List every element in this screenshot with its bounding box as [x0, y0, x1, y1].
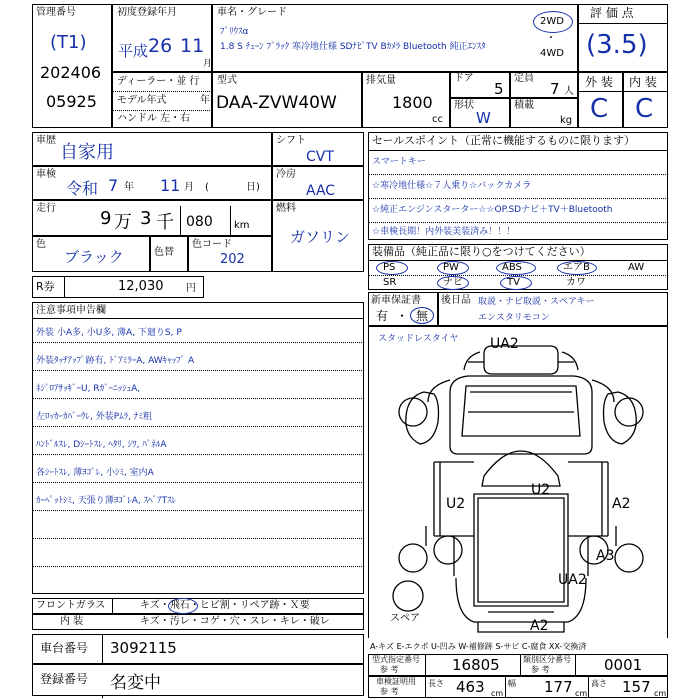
sales-line-3: ☆純正エンジンスターター☆☆OP.SDナビ＋TV＋Bluetooth: [372, 205, 613, 215]
first-reg-month: 11: [180, 35, 205, 57]
score-value: (3.5): [586, 30, 648, 60]
naiso-value: キズ・汚レ・コゲ・穴・スレ・キレ・破レ: [140, 616, 330, 627]
shape-label: 形状: [454, 100, 474, 111]
caution-line-5: ﾊﾝﾄﾞﾙｽﾚ, Dｼｰﾄｽﾚ, ﾍﾀﾘ, ｼﾜ, ﾊﾟﾈﾙA: [36, 440, 167, 450]
length-unit: cm: [491, 689, 504, 698]
fuel-value: ガソリン: [290, 228, 351, 246]
warranty-no: 無: [416, 309, 429, 323]
displacement-unit: cc: [432, 114, 443, 125]
mark-front-ua2: UA2: [490, 336, 519, 352]
color-value: ブラック: [64, 248, 124, 266]
shaken-month: 11: [160, 176, 181, 195]
regno-label: 登録番号: [40, 672, 89, 686]
rken-value: 12,030: [118, 279, 164, 294]
studless-label: スタッドレスタイヤ: [378, 334, 459, 344]
equip-abs: ABS: [502, 262, 522, 273]
caution-line-2: 外装ﾀｯﾁｱｯﾌﾟ跡有, ﾄﾞｱﾐﾗｰA, AWｷｬｯﾌﾟ A: [36, 356, 195, 366]
designation-value: 16805: [452, 656, 500, 674]
caution-line-6: 各ｼｰﾄｽﾚ, 薄ﾖｺﾞﾚ, 小ｼﾐ, 室内A: [36, 468, 154, 478]
drive-dot: ・: [546, 33, 556, 44]
history-value: 自家用: [60, 142, 114, 163]
mark-rear-a3: A3: [596, 548, 615, 564]
fuel-label: 燃料: [276, 203, 296, 214]
car-diagram: [368, 326, 668, 638]
mileage-v1: 9: [100, 208, 112, 229]
capacity-unit: 人: [564, 86, 574, 97]
capacity-value: 7: [550, 80, 560, 98]
mileage-v3: 080: [186, 214, 213, 230]
kanri-label: 管理番号: [36, 7, 76, 18]
aircon-value: AAC: [306, 183, 336, 199]
caution-line-4: 左ﾛｯｶｰｶﾊﾞｰｳﾚ, 外装Pﾑﾗ, ﾅﾐ粗: [36, 412, 152, 422]
equip-navi: ナビ: [443, 277, 463, 288]
front-glass-value: キズ・飛石・ヒビ割・リペア跡・Ｘ要: [140, 600, 310, 611]
equip-tv: TV: [507, 277, 520, 288]
equip-leather: カワ: [566, 277, 586, 288]
caution-line-1: 外装 小A多, 小U多, 薄A, 下廻りS, P: [36, 328, 182, 338]
shaken-month-unit: 月: [184, 182, 194, 193]
interior-label: 内 装: [629, 75, 657, 89]
equip-ps: PS: [383, 262, 396, 273]
katashiki-value: DAA-ZVW40W: [216, 93, 337, 113]
equip-aw: AW: [628, 262, 645, 273]
model-label: 車名・グレード: [217, 7, 287, 18]
sales-line-1: スマートキー: [372, 157, 426, 167]
width-value: 177: [544, 678, 573, 696]
mark-left-u2: U2: [446, 496, 466, 512]
mileage-unit: km: [234, 220, 250, 231]
front-glass-label: フロントガラス: [36, 600, 106, 611]
drive-2wd: 2WD: [540, 16, 564, 27]
shift-label: シフト: [276, 135, 306, 146]
mark-roof-u2: U2: [531, 482, 551, 498]
score-label: 評 価 点: [590, 6, 634, 20]
warranty-sep: ・: [396, 309, 409, 323]
height-value: 157: [622, 678, 651, 696]
shape-value: W: [476, 109, 491, 127]
width-unit: cm: [575, 689, 588, 698]
chassis-label: 車台番号: [40, 641, 89, 655]
shift-value: CVT: [306, 149, 334, 165]
dims-label1: 車検証明用: [376, 677, 416, 686]
naiso-label: 内 装: [60, 616, 84, 627]
exterior-value: C: [590, 94, 609, 124]
height-unit: cm: [654, 689, 667, 698]
kanri-code2: 202406: [40, 63, 102, 82]
shaken-paren: (: [205, 182, 209, 193]
handle-label: ハンドル 左・右: [117, 113, 191, 124]
color-code-label: 色コード: [192, 239, 232, 250]
model-name: ﾌﾟﾘｳｽα: [220, 27, 249, 37]
shaken-year: 7: [108, 176, 119, 195]
equip-pw: PW: [443, 262, 459, 273]
caution-line-3: ﾈｼﾞﾛｱｻｯｷﾞｰU, RｶﾞｰﾆｯｼｭA,: [36, 384, 141, 394]
shaken-label: 車検: [36, 169, 56, 180]
equip-header: 装備品（純正品に限り○をつけてください）: [372, 245, 591, 258]
cautions-header: 注意事項申告欄: [36, 305, 106, 316]
dealer-label: ディーラー・並 行: [117, 76, 200, 87]
doors-value: 5: [494, 80, 504, 98]
later-line2: エンスタリモコン: [478, 313, 550, 323]
damage-legend: A-キズ E-エクボ U-凹み W-補修跡 S-サビ C-腐食 XX-交換済: [370, 642, 587, 651]
mark-bottom-a2: A2: [530, 618, 549, 634]
mark-right-a2: A2: [612, 496, 631, 512]
sales-header: セールスポイント（正常に機能するものに限ります）: [372, 134, 636, 147]
warranty-label: 新車保証書: [371, 295, 421, 306]
history-label: 車歴: [36, 135, 56, 146]
mileage-label: 走行: [36, 203, 56, 214]
load-label: 積載: [514, 100, 534, 111]
doors-label: ドア: [454, 73, 474, 84]
warranty-yes: 有: [376, 309, 389, 323]
width-label: 幅: [508, 679, 516, 688]
model-grade: 1.8 S ﾁｭｰﾝ ﾌﾞﾗｯｸ 寒冷地仕様 SDﾅﾋﾞTV Bｶﾒﾗ Bluetooth 純正ｴﾝｽﾀ: [220, 42, 486, 52]
equip-airbag: エアB: [563, 262, 590, 273]
first-reg-year: 26: [148, 35, 173, 57]
kanri-code3: 05925: [46, 92, 97, 111]
interior-value: C: [635, 94, 654, 124]
designation-label2: 参 考: [380, 665, 399, 674]
designation-label1: 型式指定番号: [372, 655, 420, 664]
load-unit: kg: [560, 115, 573, 126]
length-label: 長さ: [428, 679, 444, 688]
first-reg-label: 初度登録年月: [117, 7, 177, 18]
height-label: 高さ: [591, 679, 607, 688]
sales-line-4: ☆車検長期！内外装美装済み！！！: [372, 227, 516, 237]
model-year-unit: 年: [200, 95, 210, 106]
regno-value: 名変中: [110, 673, 161, 693]
model-year-label: モデル年式: [117, 95, 167, 106]
equip-sr: SR: [383, 277, 397, 288]
kanri-code1: (T1): [50, 32, 87, 53]
displacement-value: 1800: [392, 93, 433, 112]
chassis-value: 3092115: [110, 639, 177, 657]
shaken-day-unit: 日): [246, 182, 260, 193]
mileage-u2: 千: [156, 212, 174, 233]
spare-label: スペア: [390, 613, 420, 624]
later-label: 後日品: [441, 295, 471, 306]
dims-label2: 参 考: [380, 687, 399, 696]
class-label1: 類別区分番号: [523, 655, 571, 664]
class-label2: 参 考: [531, 665, 550, 674]
shaken-era: 令和: [66, 179, 99, 198]
sales-line-2: ☆寒冷地仕様☆７人乗り☆バックカメラ: [372, 181, 532, 191]
katashiki-label: 型式: [217, 75, 237, 86]
mark-rear-ua2: UA2: [558, 572, 587, 588]
rken-unit: 円: [186, 283, 196, 294]
caution-line-7: ｶｰﾍﾟｯﾄｼﾐ, 天張り薄ﾖｺﾞﾚA, ｽﾍﾟｱTｽﾚ: [36, 496, 177, 506]
first-reg-era: 平成: [118, 42, 149, 60]
displacement-label: 排気量: [366, 75, 396, 86]
color-label: 色: [36, 239, 46, 250]
aircon-label: 冷房: [276, 169, 296, 180]
class-value: 0001: [604, 656, 643, 674]
exterior-label: 外 装: [585, 75, 613, 89]
rken-label: R券: [36, 280, 55, 293]
color-code-value: 202: [220, 252, 245, 267]
shaken-year-unit: 年: [124, 182, 134, 193]
first-reg-month-unit: 月: [203, 59, 213, 69]
mileage-v2: 3: [140, 208, 152, 229]
mileage-u1: 万: [114, 212, 132, 233]
later-line1: 取説・ナビ取説・スペアキー: [478, 297, 595, 307]
color-change-label: 色替: [154, 247, 174, 258]
capacity-label: 定員: [514, 73, 534, 84]
drive-4wd: 4WD: [540, 48, 564, 59]
length-value: 463: [456, 678, 485, 696]
